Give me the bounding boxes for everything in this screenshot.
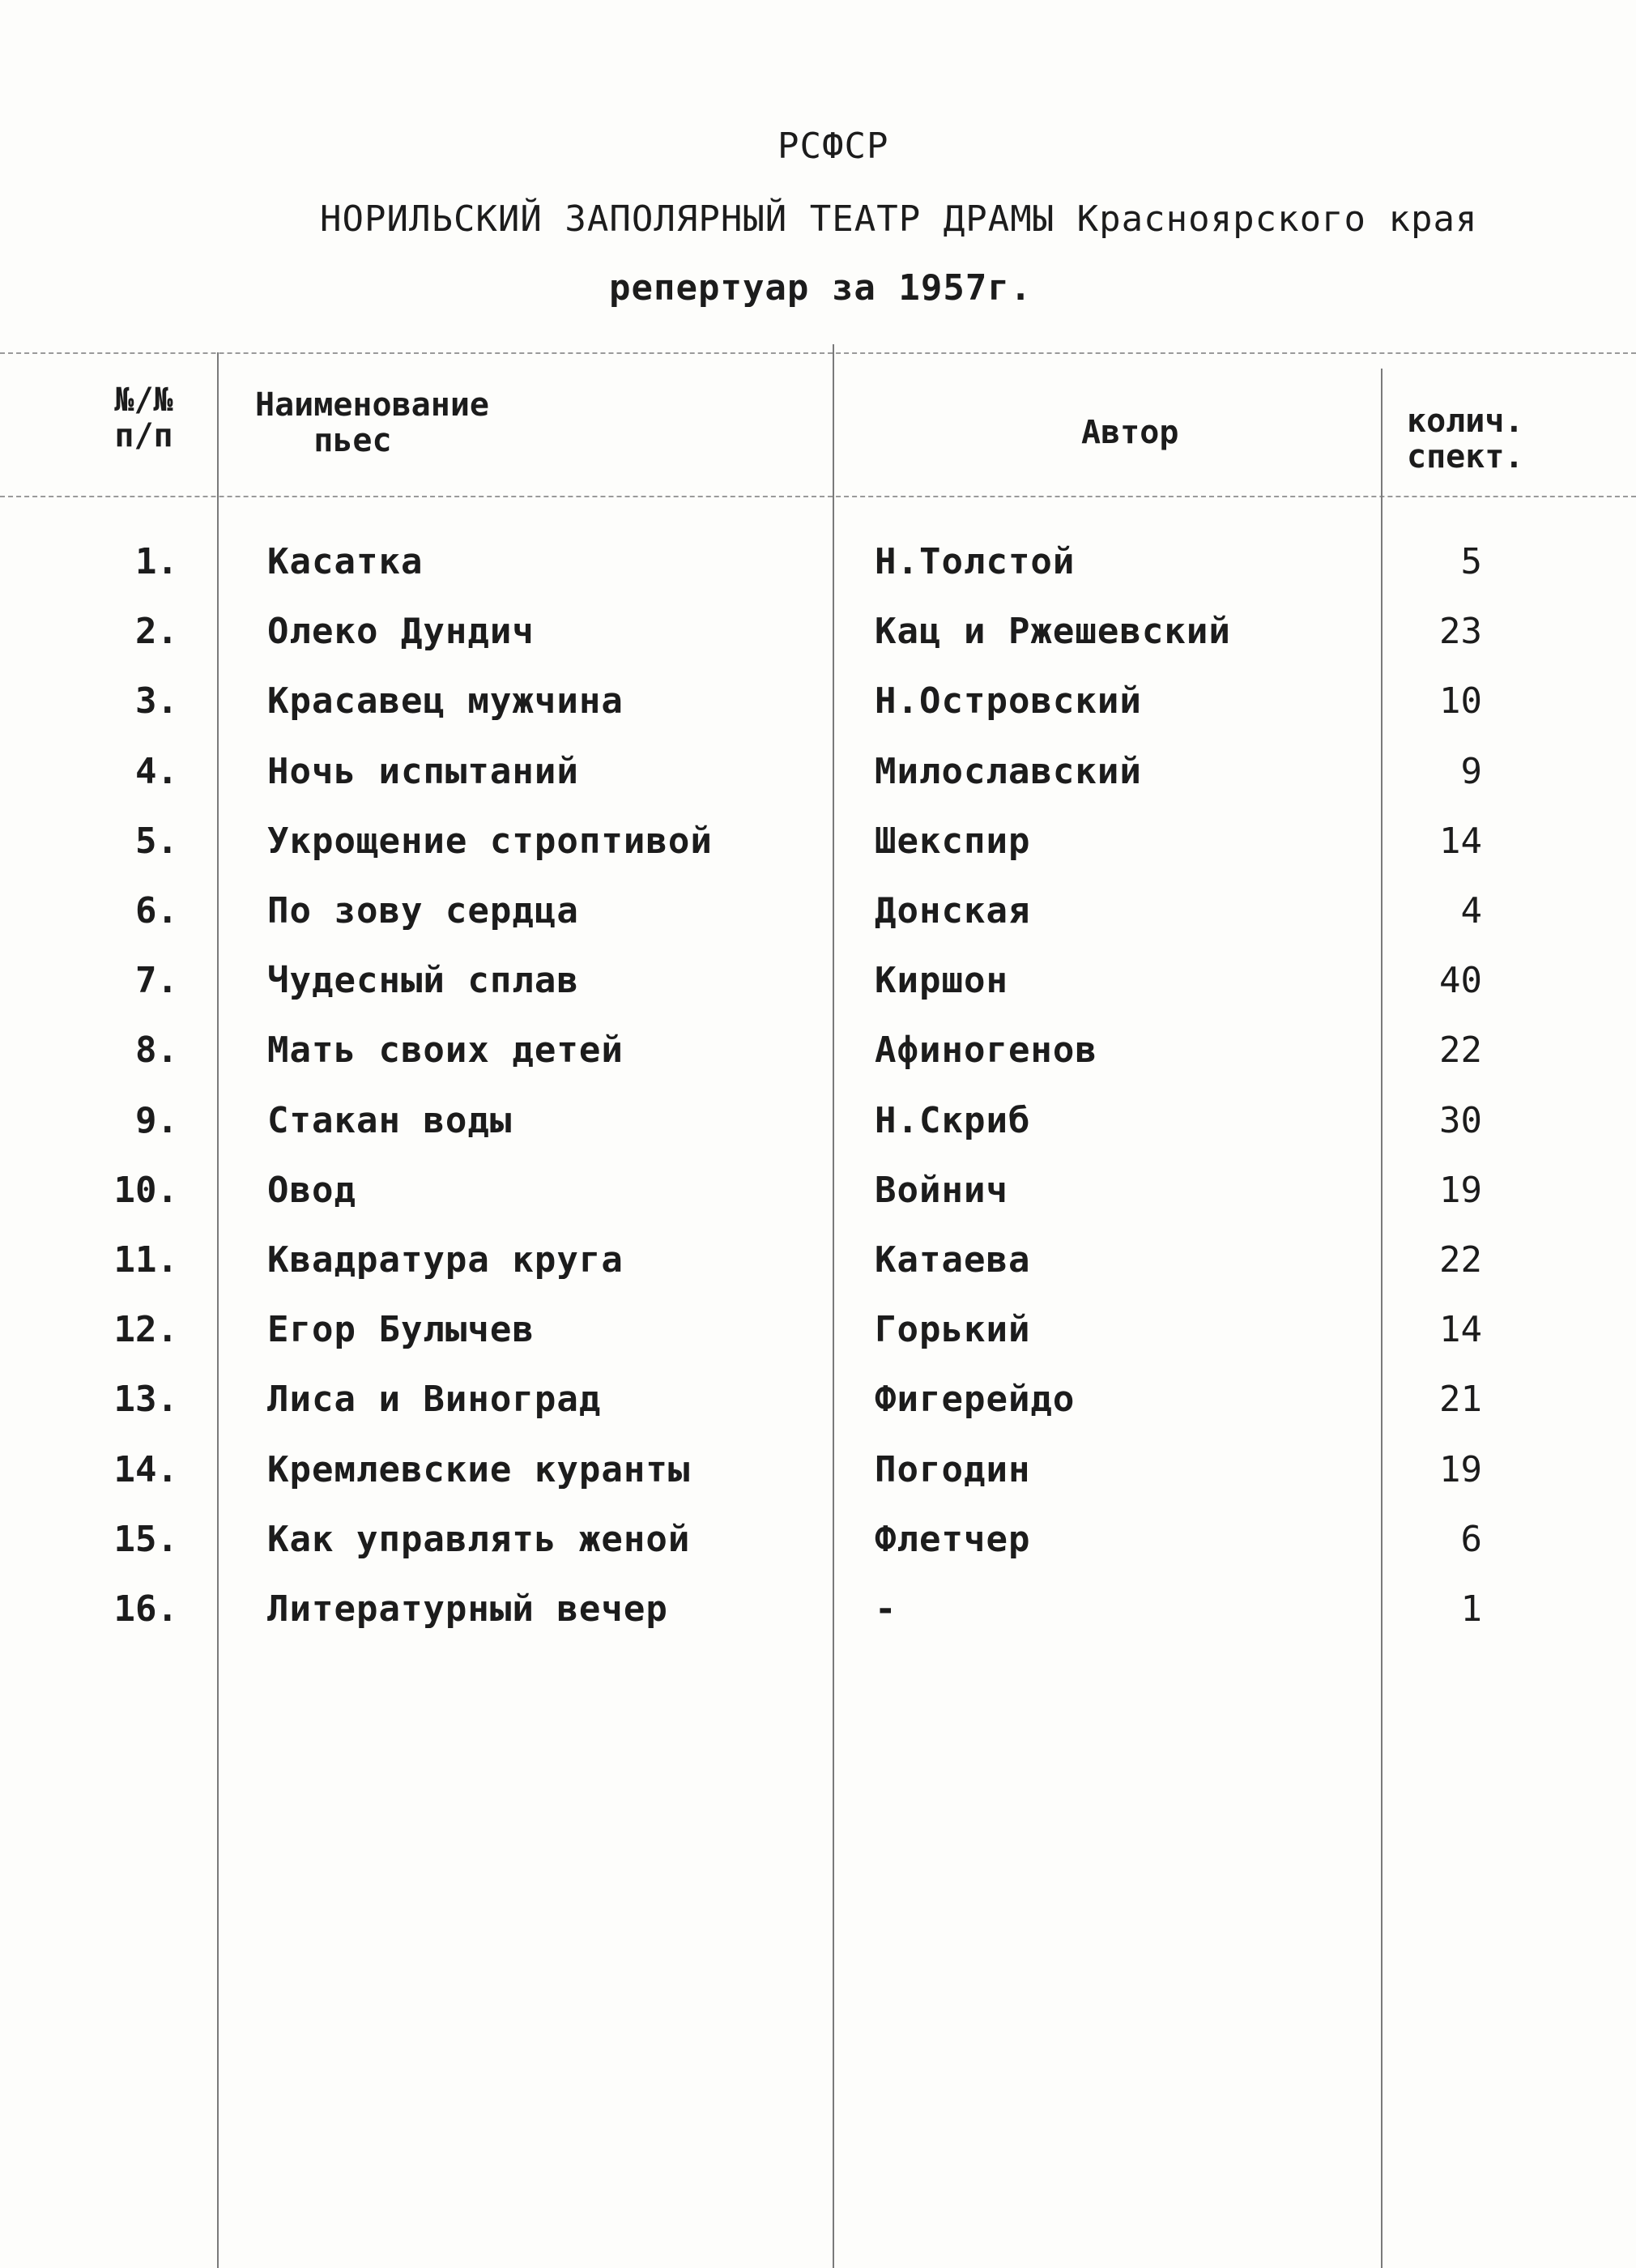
table-row (0, 541, 1636, 606)
table-row (0, 1030, 1636, 1094)
table-row (0, 1519, 1636, 1584)
table-row (0, 890, 1636, 955)
performance-count: 30 (1439, 1100, 1482, 1141)
column-header-count: колич. спект. (1407, 403, 1524, 475)
play-title: Ночь испытаний (267, 751, 579, 792)
play-title: Укрощение строптивой (267, 821, 713, 862)
performance-count: 9 (1460, 751, 1482, 792)
play-author: Кац и Ржешевский (875, 611, 1231, 652)
performance-count: 22 (1439, 1239, 1482, 1281)
column-header-number: №/№ п/п (114, 382, 173, 454)
table-top-rule (0, 352, 1636, 354)
play-title: Чудесный сплав (267, 960, 579, 1001)
table-row (0, 611, 1636, 676)
performance-count: 40 (1439, 960, 1482, 1001)
table-row (0, 1100, 1636, 1165)
play-author: Н.Скриб (875, 1100, 1031, 1141)
row-number: 8. (135, 1030, 178, 1071)
table-header-rule (0, 496, 1636, 497)
performance-count: 23 (1439, 611, 1482, 652)
row-number: 12. (113, 1309, 178, 1350)
play-title: Егор Булычев (267, 1309, 535, 1350)
play-title: Мать своих детей (267, 1030, 624, 1071)
table-row (0, 751, 1636, 816)
table-row (0, 1170, 1636, 1234)
play-author: Войнич (875, 1170, 1008, 1211)
performance-count: 6 (1460, 1519, 1482, 1560)
performance-count: 19 (1439, 1170, 1482, 1211)
table-row (0, 1309, 1636, 1374)
play-title: Касатка (267, 541, 424, 582)
performance-count: 1 (1460, 1588, 1482, 1630)
table-row (0, 1588, 1636, 1653)
performance-count: 14 (1439, 821, 1482, 862)
play-author: Милославский (875, 751, 1142, 792)
play-title: Стакан воды (267, 1100, 513, 1141)
performance-count: 14 (1439, 1309, 1482, 1350)
column-header-author: Автор (1081, 414, 1179, 451)
row-number: 9. (135, 1100, 178, 1141)
play-title: Лиса и Виноград (267, 1379, 602, 1420)
row-number: 3. (135, 680, 178, 722)
play-author: Н.Толстой (875, 541, 1076, 582)
play-author: Шекспир (875, 821, 1031, 862)
row-number: 15. (113, 1519, 178, 1560)
play-author: Киршон (875, 960, 1008, 1001)
row-number: 6. (135, 890, 178, 932)
performance-count: 22 (1439, 1030, 1482, 1071)
row-number: 5. (135, 821, 178, 862)
repertoire-heading: репертуар за 1957г. (609, 267, 1033, 309)
row-number: 4. (135, 751, 178, 792)
performance-count: 5 (1460, 541, 1482, 582)
table-row (0, 1449, 1636, 1514)
performance-count: 21 (1439, 1379, 1482, 1420)
play-author: Горький (875, 1309, 1031, 1350)
play-title: Как управлять женой (267, 1519, 691, 1560)
row-number: 11. (113, 1239, 178, 1281)
row-number: 1. (135, 541, 178, 582)
table-row (0, 960, 1636, 1025)
performance-count: 4 (1460, 890, 1482, 932)
performance-count: 10 (1439, 680, 1482, 722)
row-number: 2. (135, 611, 178, 652)
play-title: Овод (267, 1170, 356, 1211)
table-row (0, 1239, 1636, 1304)
play-title: По зову сердца (267, 890, 579, 932)
play-author: Катаева (875, 1239, 1031, 1281)
country-heading: РСФСР (778, 126, 889, 167)
play-title: Олеко Дундич (267, 611, 535, 652)
play-author: Донская (875, 890, 1031, 932)
row-number: 7. (135, 960, 178, 1001)
row-number: 16. (113, 1588, 178, 1630)
play-author: Н.Островский (875, 680, 1142, 722)
performance-count: 19 (1439, 1449, 1482, 1490)
row-number: 13. (113, 1379, 178, 1420)
play-title: Литературный вечер (267, 1588, 668, 1630)
column-header-title: Наименование пьес (255, 386, 489, 459)
table-row (0, 821, 1636, 885)
table-row (0, 1379, 1636, 1443)
row-number: 14. (113, 1449, 178, 1490)
play-title: Квадратура круга (267, 1239, 624, 1281)
play-author: Афиногенов (875, 1030, 1097, 1071)
play-author: Погодин (875, 1449, 1031, 1490)
play-title: Красавец мужчина (267, 680, 624, 722)
play-author: - (875, 1588, 897, 1630)
theatre-heading: НОРИЛЬСКИЙ ЗАПОЛЯРНЫЙ ТЕАТР ДРАМЫ Красноярского края (320, 198, 1478, 240)
play-author: Флетчер (875, 1519, 1031, 1560)
table-row (0, 680, 1636, 745)
row-number: 10. (113, 1170, 178, 1211)
play-title: Кремлевские куранты (267, 1449, 691, 1490)
play-author: Фигерейдо (875, 1379, 1076, 1420)
